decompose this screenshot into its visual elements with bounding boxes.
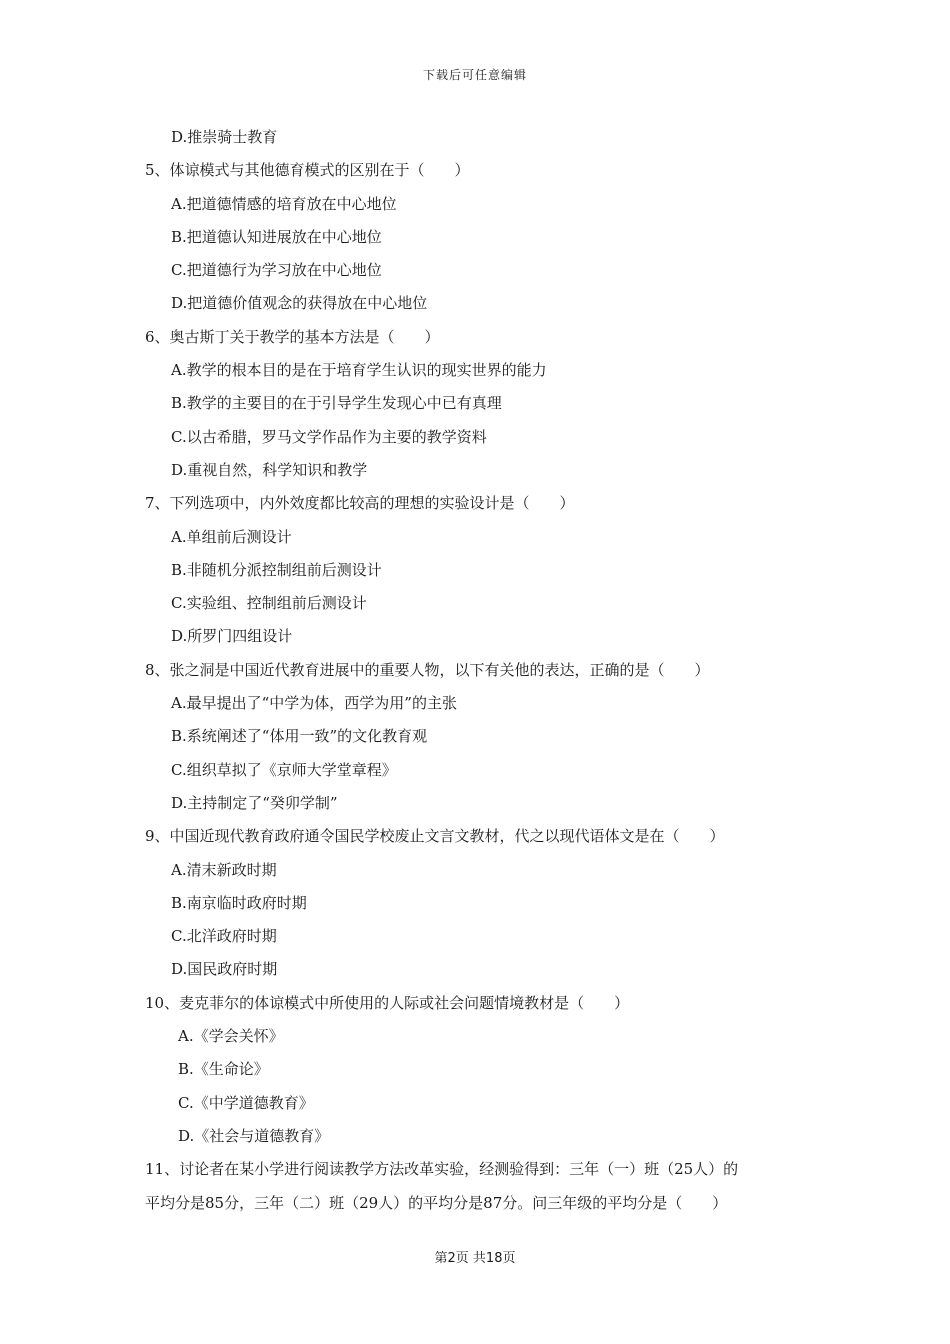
question-text: 8、张之洞是中国近代教育进展中的重要人物，以下有关他的表达，正确的是（ ） xyxy=(145,660,710,679)
answer-option: A.单组前后测设计 xyxy=(171,527,292,546)
answer-option: C.把道德行为学习放在中心地位 xyxy=(171,261,382,280)
question-text: 5、体谅模式与其他德育模式的区别在于（ ） xyxy=(145,161,470,180)
page-header: 下载后可任意编辑 xyxy=(422,68,527,82)
document-body xyxy=(145,124,825,1223)
question-text: 7、下列选项中，内外效度都比较高的理想的实验设计是（ ） xyxy=(145,494,575,513)
question-text: 9、中国近现代教育政府通令国民学校废止文言文教材，代之以现代语体文是在（ ） xyxy=(145,827,725,846)
answer-option: A.教学的根本目的是在于培育学生认识的现实世界的能力 xyxy=(171,361,547,380)
answer-option: A.最早提出了“中学为体，西学为用”的主张 xyxy=(171,694,457,713)
answer-option: D.国民政府时期 xyxy=(171,960,278,979)
answer-option: C.以古希腊，罗马文学作品作为主要的教学资料 xyxy=(171,427,487,446)
answer-option: D.《社会与道德教育》 xyxy=(178,1126,330,1145)
answer-option: C.组织草拟了《京师大学堂章程》 xyxy=(171,760,397,779)
answer-option: B.教学的主要目的在于引导学生发现心中已有真理 xyxy=(171,394,502,413)
answer-option: A.把道德情感的培育放在中心地位 xyxy=(171,194,397,213)
answer-option: D.重视自然，科学知识和教学 xyxy=(171,460,368,479)
page-footer: 第2页 共18页 xyxy=(434,1251,516,1266)
question-text: 6、奥古斯丁关于教学的基本方法是（ ） xyxy=(145,327,440,346)
answer-option: C.实验组、控制组前后测设计 xyxy=(171,594,367,613)
question-text: 11、讨论者在某小学进行阅读教学方法改革实验，经测验得到：三年（一）班（25人）的 xyxy=(145,1160,739,1179)
answer-option: A.《学会关怀》 xyxy=(178,1027,284,1046)
question-text: 平均分是85分，三年（二）班（29人）的平均分是87分。问三年级的平均分是（ ） xyxy=(145,1193,728,1212)
answer-option: D.主持制定了“癸卯学制” xyxy=(171,793,338,812)
answer-option: B.把道德认知进展放在中心地位 xyxy=(171,227,382,246)
answer-option: B.非随机分派控制组前后测设计 xyxy=(171,560,382,579)
answer-option: B.《生命论》 xyxy=(178,1060,269,1079)
answer-option: D.所罗门四组设计 xyxy=(171,627,293,646)
answer-option: B.南京临时政府时期 xyxy=(171,893,307,912)
answer-option: D.把道德价值观念的获得放在中心地位 xyxy=(171,294,428,313)
question-text: 10、麦克菲尔的体谅模式中所使用的人际或社会问题情境教材是（ ） xyxy=(145,993,630,1012)
answer-option: D.推崇骑士教育 xyxy=(171,128,278,146)
answer-option: C.《中学道德教育》 xyxy=(178,1093,314,1112)
answer-option: C.北洋政府时期 xyxy=(171,927,277,946)
answer-option: A.清末新政时期 xyxy=(171,860,277,879)
answer-option: B.系统阐述了“体用一致”的文化教育观 xyxy=(171,727,428,746)
